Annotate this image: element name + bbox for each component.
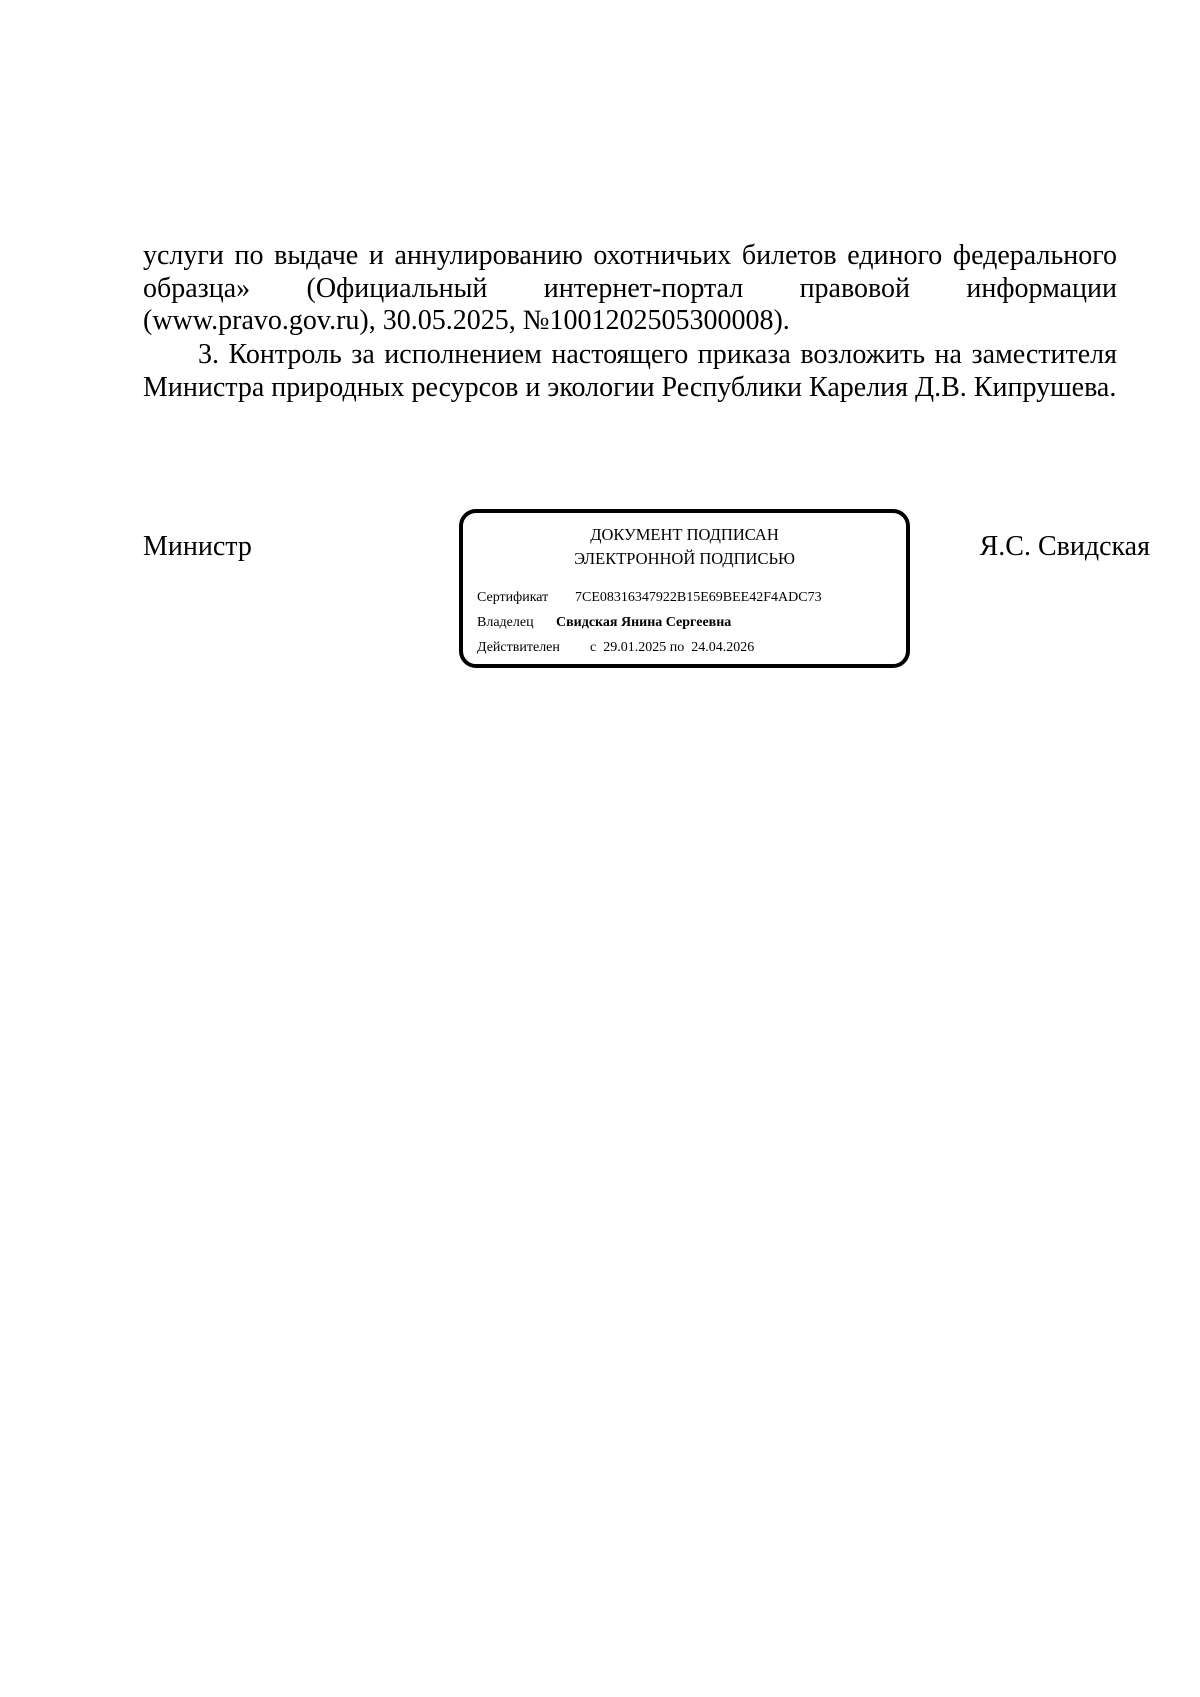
stamp-title-line-1: ДОКУМЕНТ ПОДПИСАН — [590, 525, 779, 544]
body-paragraph-1: услуги по выдаче и аннулированию охотничьих билетов единого федерального образца» (Официальный интернет-портал правовой информации (www.pravo.gov.ru), 30.05.2025, №1001202505300008). — [143, 240, 1117, 336]
stamp-owner-value: Свидская Янина Сергеевна — [556, 615, 732, 630]
stamp-certificate-row — [477, 589, 822, 607]
stamp-validity-row — [477, 639, 754, 657]
stamp-title-line-2: ЭЛЕКТРОННОЙ ПОДПИСЬЮ — [574, 549, 795, 568]
stamp-title — [463, 523, 906, 571]
stamp-owner-label: Владелец — [477, 615, 534, 630]
stamp-certificate-label: Сертификат — [477, 590, 549, 605]
signatory-name: Я.С. Свидская — [979, 531, 1150, 562]
stamp-owner-row — [477, 614, 731, 632]
stamp-validity-value: с 29.01.2025 по 24.04.2026 — [590, 640, 755, 655]
body-paragraph-2: 3. Контроль за исполнением настоящего приказа возложить на заместителя Министра природных ресурсов и экологии Республики Карелия Д.В. Кипрушева. — [143, 339, 1117, 403]
signatory-position: Министр — [143, 531, 252, 562]
stamp-certificate-value: 7CE08316347922B15E69BEE42F4ADC73 — [575, 590, 822, 605]
stamp-validity-label: Действителен — [477, 640, 560, 655]
electronic-signature-stamp — [459, 509, 910, 668]
